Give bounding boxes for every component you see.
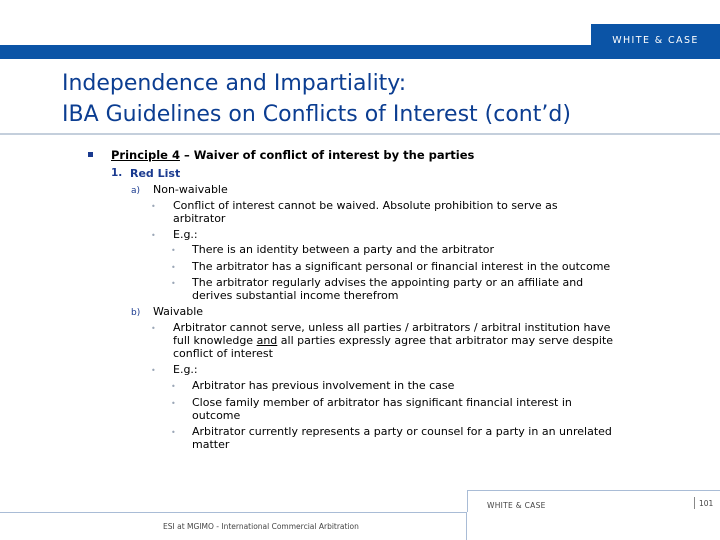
footer-separator — [694, 497, 695, 509]
list-item: Arbitrator cannot serve, unless all parties / arbitrators / arbitral institution have — [173, 321, 611, 334]
red-list-label: Red List — [130, 167, 181, 180]
footer-rule — [467, 490, 720, 491]
dot-bullet-icon: • — [171, 279, 176, 288]
slide-title — [62, 68, 571, 130]
sub-list-item: Arbitrator has previous involvement in the case — [192, 379, 455, 392]
dot-bullet-icon: • — [171, 382, 176, 391]
footer-brand: WHITE & CASE — [487, 501, 546, 510]
sub-list-item: Arbitrator currently represents a party or counsel for a party in an unrelated — [192, 425, 612, 438]
principle-label: Principle 4 — [111, 148, 180, 162]
dot-bullet-icon: • — [171, 263, 176, 272]
list-item-continued — [173, 334, 613, 347]
dot-bullet-icon: • — [151, 366, 156, 375]
dot-bullet-icon: • — [151, 324, 156, 333]
list-item-continued: arbitrator — [173, 212, 226, 225]
dot-bullet-icon: • — [151, 231, 156, 240]
emphasis-and: and — [256, 334, 278, 347]
sub-list-item-continued: matter — [192, 438, 230, 451]
list-item-continued: conflict of interest — [173, 347, 273, 360]
text-segment: all parties expressly agree that arbitrator may serve despite — [277, 334, 614, 347]
dot-bullet-icon: • — [171, 399, 176, 408]
waivable-label: Waivable — [153, 305, 204, 318]
footer-rule — [467, 490, 468, 512]
non-waivable-label: Non-waivable — [153, 183, 228, 196]
list-number: 1. — [111, 167, 123, 179]
principle-heading — [111, 149, 474, 162]
sub-list-item: There is an identity between a party and the arbitrator — [192, 243, 495, 256]
white-case-logo — [591, 24, 720, 56]
text-segment: full knowledge — [173, 334, 257, 347]
footer-caption: ESI at MGIMO - International Commercial Arbitration — [163, 522, 359, 531]
principle-title: – Waiver of conflict of interest by the parties — [179, 148, 475, 162]
square-bullet-icon — [88, 152, 93, 157]
sub-list-item: Close family member of arbitrator has significant financial interest in — [192, 396, 572, 409]
page-number: 101 — [699, 499, 714, 508]
letter-a: a) — [131, 186, 141, 196]
dot-bullet-icon: • — [171, 246, 176, 255]
dot-bullet-icon: • — [151, 202, 156, 211]
sub-list-item-continued: outcome — [192, 409, 241, 422]
list-item: E.g.: — [173, 363, 198, 376]
title-line-2: IBA Guidelines on Conflicts of Interest (cont’d) — [62, 102, 571, 127]
sub-list-item-continued: derives substantial income therefrom — [192, 289, 399, 302]
sub-list-item: The arbitrator has a significant personal or financial interest in the outcome — [192, 260, 611, 273]
logo-text: WHITE & CASE — [612, 34, 699, 46]
list-item: E.g.: — [173, 228, 198, 241]
dot-bullet-icon: • — [171, 428, 176, 437]
title-divider — [0, 133, 720, 135]
letter-b: b) — [131, 308, 141, 318]
title-line-1: Independence and Impartiality: — [62, 71, 407, 96]
sub-list-item: The arbitrator regularly advises the appointing party or an affiliate and — [192, 276, 584, 289]
list-item: Conflict of interest cannot be waived. Absolute prohibition to serve as — [173, 199, 558, 212]
